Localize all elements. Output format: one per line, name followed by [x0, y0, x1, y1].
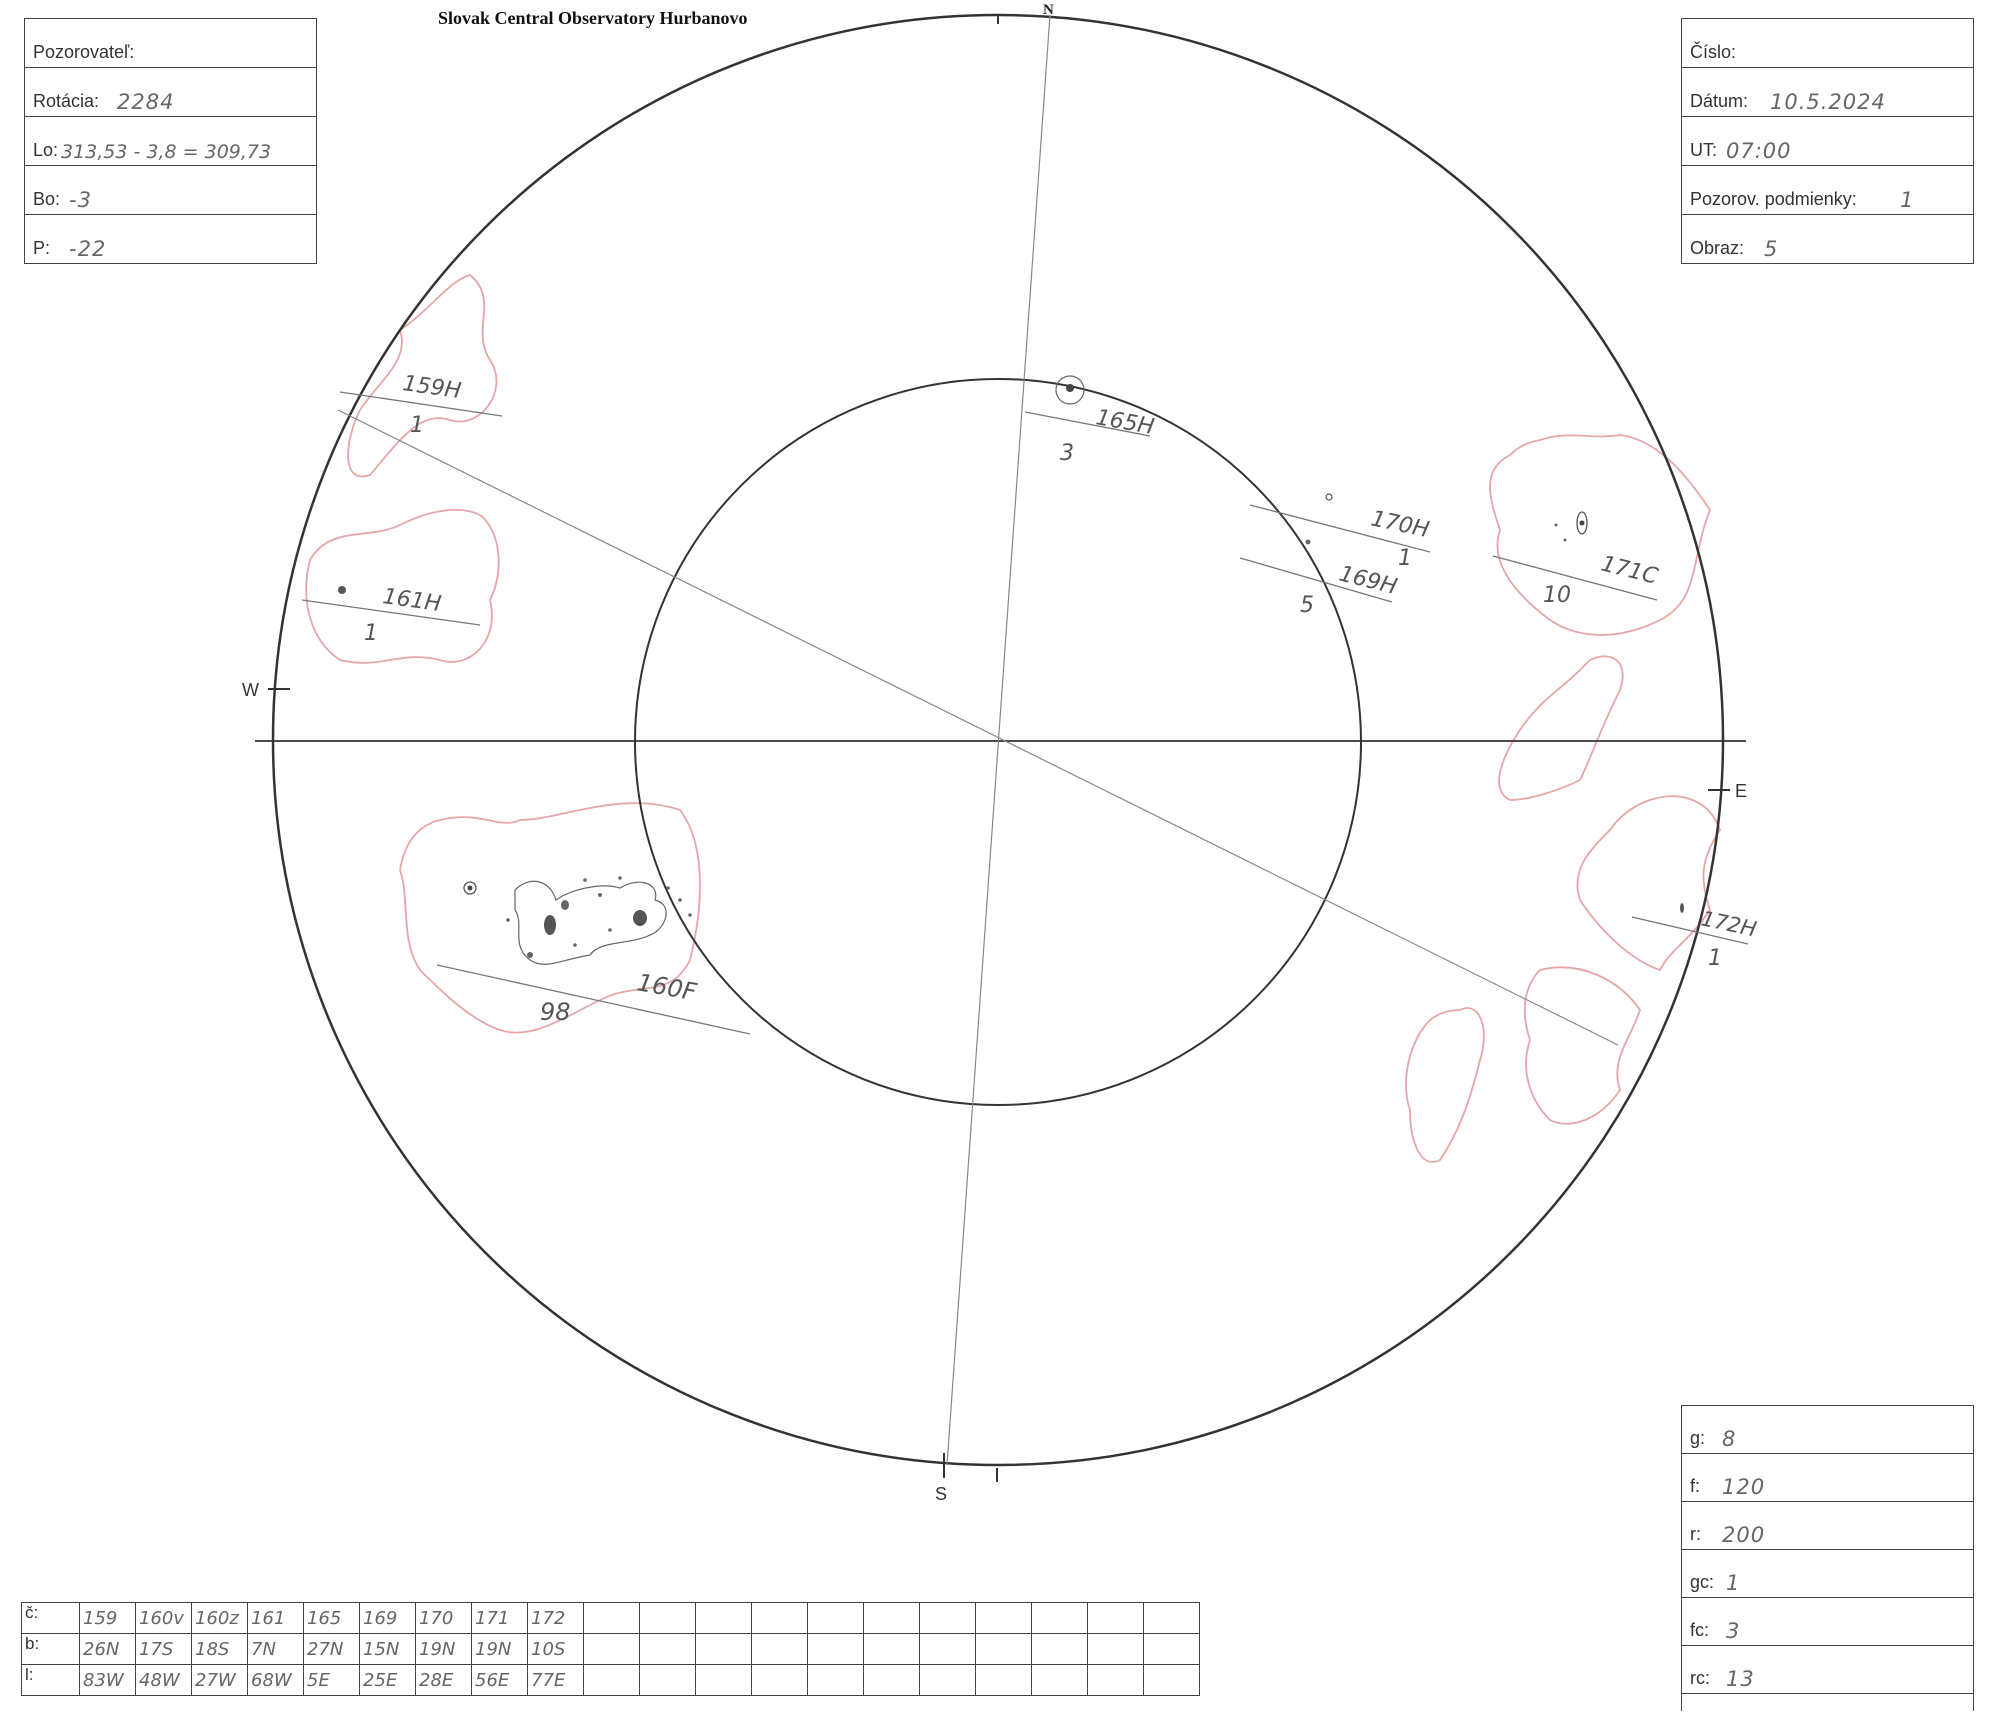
sunspot-group-165H	[1025, 376, 1156, 466]
sunspot-mark	[468, 886, 473, 891]
sunspot-group-161H	[302, 584, 480, 646]
table-cell: 28E	[416, 1665, 472, 1696]
sunspot-mark	[598, 893, 602, 897]
group-id-label: 159H	[401, 371, 463, 405]
table-cell: 5E	[304, 1665, 360, 1696]
table-cell	[976, 1603, 1032, 1634]
sunspot-mark	[527, 952, 533, 958]
table-cell: 19N	[416, 1634, 472, 1665]
group-count-label: 10	[1543, 583, 1571, 608]
sunspot-mark	[633, 910, 647, 926]
table-cell: 26N	[80, 1634, 136, 1665]
table-cell: 160v	[136, 1603, 192, 1634]
table-cell	[1144, 1665, 1200, 1696]
west-label: W	[242, 680, 259, 700]
group-id-label: 172H	[1698, 906, 1759, 942]
facula-outline	[1499, 656, 1623, 800]
facula-outline	[1525, 967, 1640, 1123]
table-cell: 171	[472, 1603, 528, 1634]
group-count-label: 1	[1708, 946, 1722, 971]
table-cell	[752, 1603, 808, 1634]
table-cell	[1032, 1634, 1088, 1665]
table-cell	[696, 1603, 752, 1634]
sunspot-mark	[1066, 384, 1074, 392]
table-cell	[1144, 1603, 1200, 1634]
l0-label: Lo:	[33, 140, 59, 160]
sunspot-mark	[338, 586, 346, 594]
date-label: Dátum:	[1690, 91, 1749, 111]
table-row	[22, 1634, 1200, 1665]
stat-g-label: g:	[1690, 1428, 1706, 1448]
table-cell: 83W	[80, 1665, 136, 1696]
sunspot-mark	[608, 928, 612, 932]
stat-gc-label: gc:	[1690, 1572, 1715, 1592]
north-label: N	[1043, 2, 1054, 18]
table-cell	[976, 1665, 1032, 1696]
table-cell: 161	[248, 1603, 304, 1634]
row-label-latitude: b:	[22, 1634, 80, 1665]
stat-fc-value: 3	[1726, 1619, 1741, 1643]
table-cell	[584, 1634, 640, 1665]
rotation-value: 2284	[117, 90, 175, 114]
table-cell	[864, 1634, 920, 1665]
stat-rc-value: 13	[1726, 1667, 1755, 1691]
group-count-label: 5	[1300, 593, 1314, 618]
row-label-number: č:	[22, 1603, 80, 1634]
table-cell	[808, 1665, 864, 1696]
sunspot-group-171C	[1493, 512, 1661, 608]
table-cell	[640, 1603, 696, 1634]
image-quality-label: Obraz:	[1690, 238, 1745, 258]
sunspot-mark	[1680, 903, 1684, 913]
sunspot-mark	[678, 898, 682, 902]
table-cell: 27N	[304, 1634, 360, 1665]
sunspot-mark	[1564, 539, 1567, 542]
table-cell: 25E	[360, 1665, 416, 1696]
table-cell: 68W	[248, 1665, 304, 1696]
table-cell	[920, 1665, 976, 1696]
table-cell: 160z	[192, 1603, 248, 1634]
p-angle-value: -22	[69, 237, 107, 261]
observatory-title: Slovak Central Observatory Hurbanovo	[438, 8, 748, 28]
table-cell	[920, 1603, 976, 1634]
stat-g-value: 8	[1722, 1427, 1737, 1451]
table-cell	[584, 1603, 640, 1634]
b0-label: Bo:	[33, 189, 61, 209]
table-cell: 7N	[248, 1634, 304, 1665]
sunspot-mark	[573, 943, 577, 947]
projection-axis-line	[338, 410, 1618, 1045]
date-value: 10.5.2024	[1770, 90, 1886, 114]
table-cell	[1088, 1634, 1144, 1665]
conditions-label: Pozorov. podmienky:	[1690, 189, 1857, 209]
table-cell	[696, 1665, 752, 1696]
table-cell: 77E	[528, 1665, 584, 1696]
sunspot-mark	[506, 918, 510, 922]
table-cell: 18S	[192, 1634, 248, 1665]
table-cell: 56E	[472, 1665, 528, 1696]
table-cell	[1088, 1665, 1144, 1696]
group-id-label: 165H	[1093, 405, 1156, 441]
ut-label: UT:	[1690, 140, 1717, 160]
table-cell: 172	[528, 1603, 584, 1634]
facula-outline	[1406, 1008, 1484, 1162]
b0-value: -3	[69, 188, 92, 212]
table-cell	[752, 1634, 808, 1665]
table-cell: 159	[80, 1603, 136, 1634]
south-label: S	[935, 1484, 948, 1504]
group-count-label: 1	[410, 413, 424, 438]
sunspot-mark	[1306, 540, 1311, 545]
table-cell: 10S	[528, 1634, 584, 1665]
facula-outline	[1577, 796, 1720, 970]
table-cell	[808, 1603, 864, 1634]
ut-value: 07:00	[1726, 139, 1792, 163]
number-label: Číslo:	[1690, 42, 1737, 62]
group-id-label: 160F	[634, 968, 699, 1007]
stat-r-label: r:	[1690, 1524, 1701, 1544]
observer-label: Pozorovateľ:	[33, 42, 135, 62]
table-cell: 27W	[192, 1665, 248, 1696]
groups-position-table	[21, 1602, 1200, 1696]
table-cell: 48W	[136, 1665, 192, 1696]
sunspot-group-169H	[1240, 540, 1399, 619]
table-cell	[1144, 1634, 1200, 1665]
table-cell	[696, 1634, 752, 1665]
sunspot-mark	[666, 886, 670, 890]
l0-value: 313,53 - 3,8 = 309,73	[61, 141, 272, 163]
group-count-label: 98	[540, 998, 571, 1026]
table-cell	[584, 1665, 640, 1696]
stat-r-value: 200	[1722, 1523, 1766, 1547]
sunspot-mark	[688, 913, 692, 917]
facula-outline	[1490, 435, 1710, 635]
faculae-outlines	[306, 275, 1720, 1162]
table-cell: 17S	[136, 1634, 192, 1665]
sunspot-mark	[1326, 494, 1332, 500]
table-cell	[1032, 1603, 1088, 1634]
group-count-label: 1	[1398, 546, 1412, 571]
sunspot-group-170H	[1250, 494, 1431, 571]
group-id-label: 170H	[1368, 506, 1432, 544]
group-count-label: 3	[1060, 441, 1074, 466]
stat-gc-value: 1	[1726, 1571, 1741, 1595]
table-cell	[1088, 1603, 1144, 1634]
group-id-label: 171C	[1598, 551, 1661, 590]
group-count-label: 1	[364, 621, 378, 646]
sunspot-mark	[1580, 521, 1585, 526]
table-cell: 165	[304, 1603, 360, 1634]
east-label: E	[1735, 781, 1748, 801]
stat-rc-label: rc:	[1690, 1668, 1710, 1688]
image-quality-value: 5	[1764, 237, 1779, 261]
stat-fc-label: fc:	[1690, 1620, 1710, 1640]
table-row	[22, 1665, 1200, 1696]
stat-f-value: 120	[1722, 1475, 1766, 1499]
table-cell	[864, 1603, 920, 1634]
table-cell	[752, 1665, 808, 1696]
table-cell	[864, 1665, 920, 1696]
table-row	[22, 1603, 1200, 1634]
group-id-label: 161H	[381, 584, 443, 618]
stat-f-label: f:	[1690, 1476, 1701, 1496]
conditions-value: 1	[1900, 188, 1915, 212]
row-label-longitude: l:	[22, 1665, 80, 1696]
rotation-label: Rotácia:	[33, 91, 100, 111]
table-cell: 169	[360, 1603, 416, 1634]
table-cell: 170	[416, 1603, 472, 1634]
sunspot-mark	[583, 878, 587, 882]
table-cell	[920, 1634, 976, 1665]
sunspot-mark	[561, 900, 569, 910]
table-cell	[640, 1634, 696, 1665]
group-id-label: 169H	[1336, 561, 1400, 600]
sunspot-mark	[1555, 524, 1558, 527]
table-cell: 15N	[360, 1634, 416, 1665]
sunspot-mark	[544, 915, 556, 935]
table-cell	[640, 1665, 696, 1696]
table-cell	[1032, 1665, 1088, 1696]
p-angle-label: P:	[33, 238, 51, 258]
central-meridian-line	[947, 15, 1050, 1465]
table-cell	[808, 1634, 864, 1665]
table-cell: 19N	[472, 1634, 528, 1665]
table-cell	[976, 1634, 1032, 1665]
sunspot-mark	[618, 876, 622, 880]
